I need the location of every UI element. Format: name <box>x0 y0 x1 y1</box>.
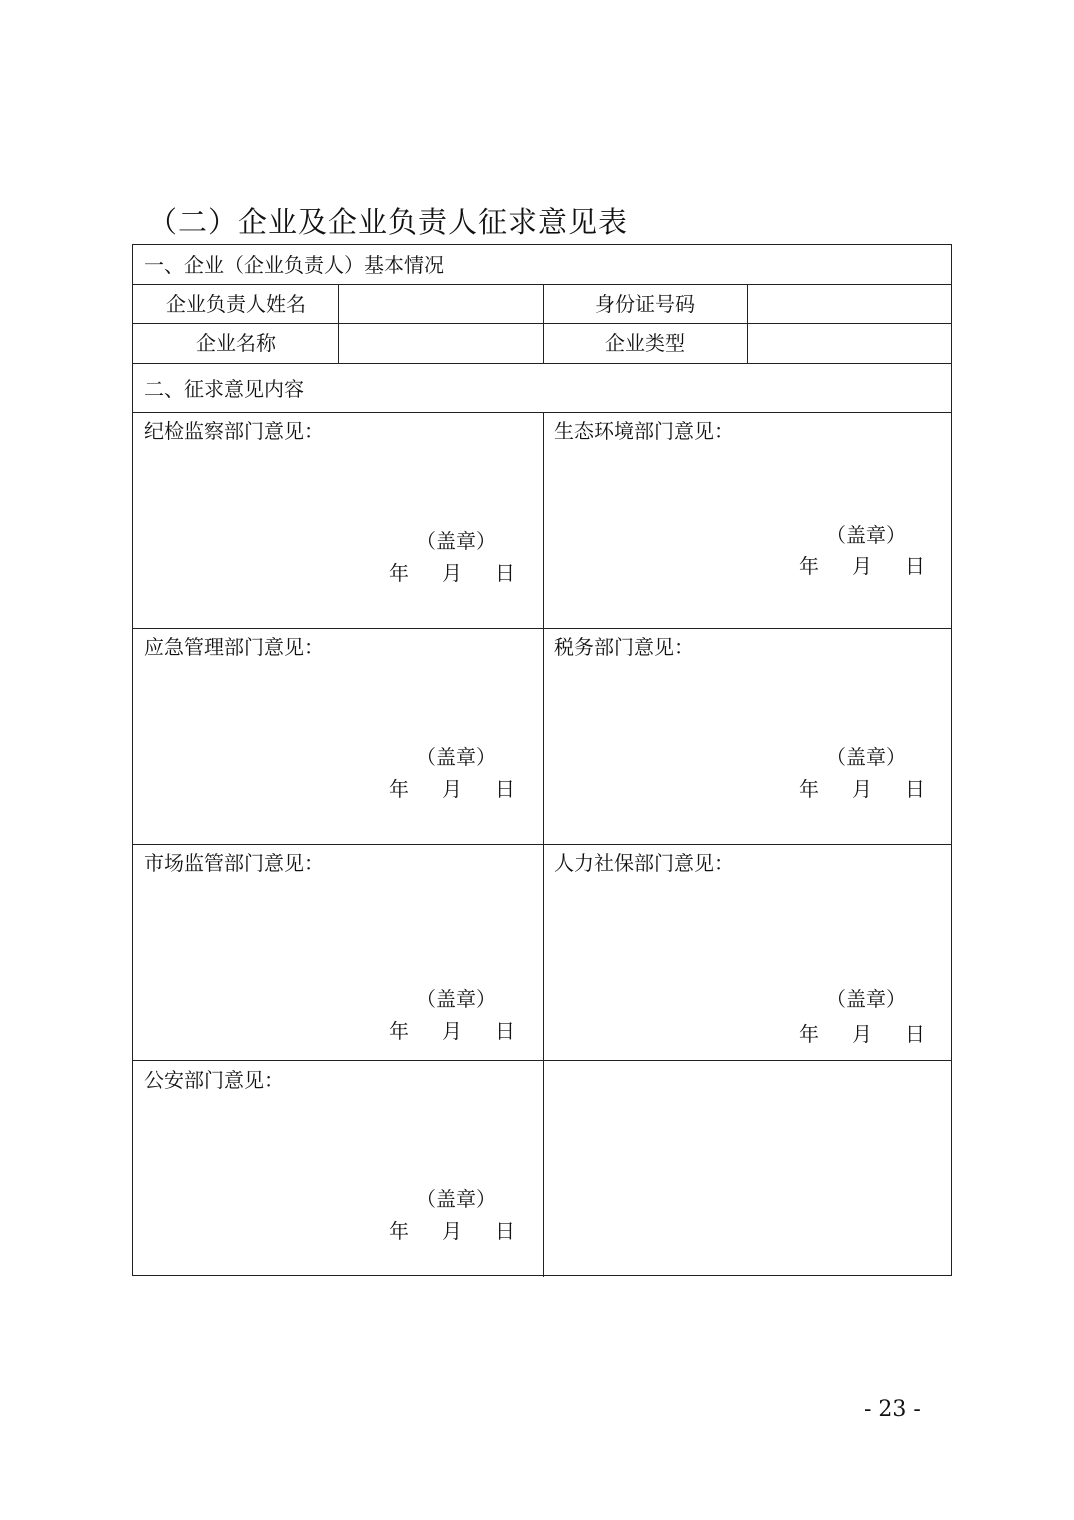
seal-label: （盖章） <box>416 1187 496 1211</box>
column-divider <box>543 412 544 1277</box>
year-label: 年 <box>799 1022 819 1046</box>
seal-label: （盖章） <box>826 523 906 547</box>
year-label: 年 <box>799 777 819 801</box>
column-divider <box>338 284 339 363</box>
panel-title: 生态环境部门意见： <box>554 419 734 443</box>
seal-label: （盖章） <box>826 987 906 1011</box>
day-label: 日 <box>495 777 515 801</box>
row-divider <box>133 628 951 629</box>
column-divider <box>747 284 748 363</box>
month-label: 月 <box>442 1019 462 1043</box>
row-divider <box>133 844 951 845</box>
month-label: 月 <box>852 777 872 801</box>
day-label: 日 <box>905 1022 925 1046</box>
form-title: （二）企业及企业负责人征求意见表 <box>148 205 629 239</box>
row-divider <box>133 1060 951 1061</box>
day-label: 日 <box>905 554 925 578</box>
month-label: 月 <box>442 1219 462 1243</box>
panel-title: 公安部门意见： <box>144 1068 284 1092</box>
label-company-type: 企业类型 <box>605 331 685 355</box>
row-divider <box>133 323 951 324</box>
seal-label: （盖章） <box>416 529 496 553</box>
label-company-name: 企业名称 <box>196 331 276 355</box>
seal-label: （盖章） <box>416 745 496 769</box>
month-label: 月 <box>442 777 462 801</box>
month-label: 月 <box>852 1022 872 1046</box>
day-label: 日 <box>495 1219 515 1243</box>
panel-title: 应急管理部门意见： <box>144 635 324 659</box>
column-divider <box>543 284 544 363</box>
section-basic-info-heading: 一、企业（企业负责人）基本情况 <box>144 253 444 277</box>
opinion-form-table <box>132 244 952 1276</box>
day-label: 日 <box>905 777 925 801</box>
year-label: 年 <box>389 1219 409 1243</box>
day-label: 日 <box>495 1019 515 1043</box>
panel-title: 人力社保部门意见： <box>554 851 734 875</box>
seal-label: （盖章） <box>416 987 496 1011</box>
panel-title: 纪检监察部门意见： <box>144 419 324 443</box>
year-label: 年 <box>389 1019 409 1043</box>
row-divider <box>133 363 951 364</box>
row-divider <box>133 284 951 285</box>
row-divider <box>133 412 951 413</box>
seal-label: （盖章） <box>826 745 906 769</box>
page-number: - 23 - <box>864 1397 921 1422</box>
month-label: 月 <box>442 561 462 585</box>
year-label: 年 <box>799 554 819 578</box>
month-label: 月 <box>852 554 872 578</box>
panel-title: 税务部门意见： <box>554 635 694 659</box>
year-label: 年 <box>389 777 409 801</box>
day-label: 日 <box>495 561 515 585</box>
label-id-number: 身份证号码 <box>595 292 695 316</box>
panel-title: 市场监管部门意见： <box>144 851 324 875</box>
section-opinions-heading: 二、征求意见内容 <box>144 377 304 401</box>
label-principal-name: 企业负责人姓名 <box>166 292 306 316</box>
year-label: 年 <box>389 561 409 585</box>
